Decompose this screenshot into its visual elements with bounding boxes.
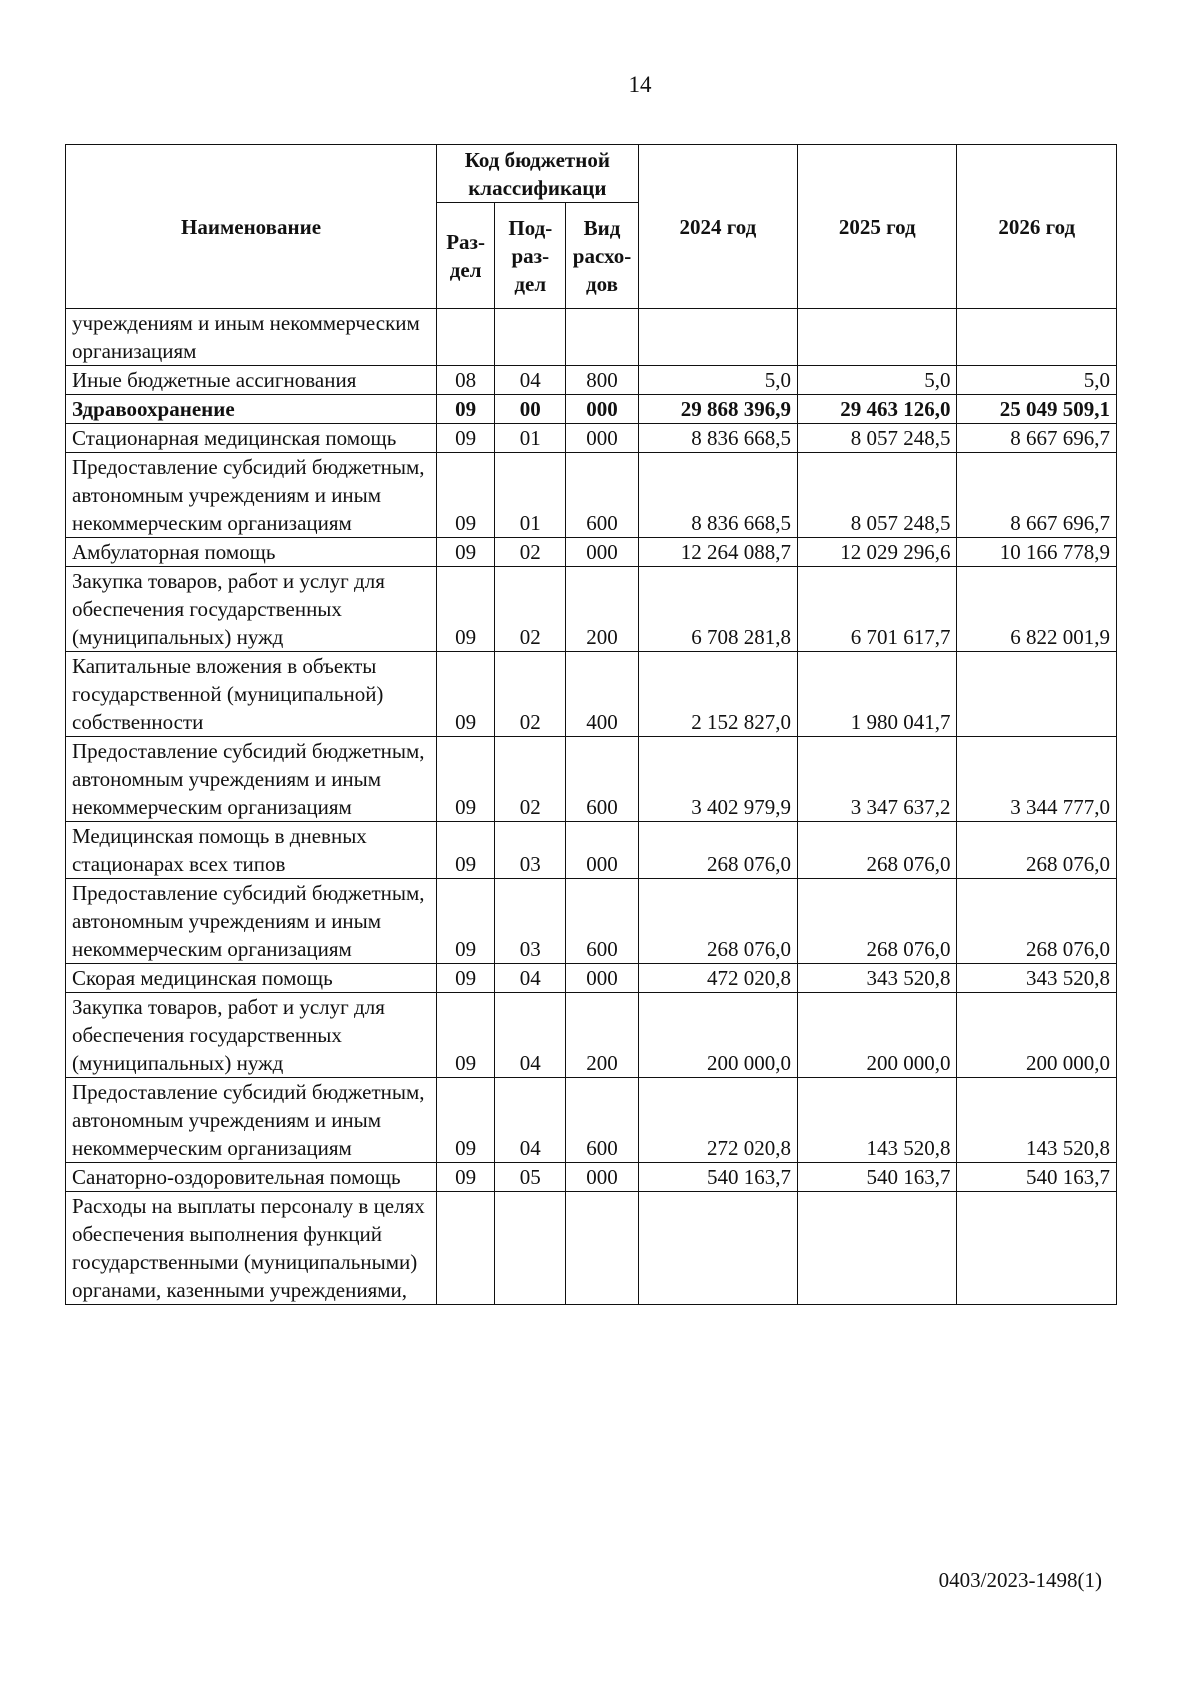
cell-razdel: 09 [437,1163,495,1192]
cell-2025: 343 520,8 [798,964,957,993]
cell-name: Предоставление субсидий бюджетным, автономным учреждениям и иным некоммерческим организациям [66,453,437,538]
cell-2025: 3 347 637,2 [798,737,957,822]
cell-podrazdel: 02 [495,567,566,652]
cell-2024: 472 020,8 [638,964,797,993]
table-row [66,1078,1117,1163]
cell-2025: 143 520,8 [798,1078,957,1163]
cell-name: Санаторно-оздоровительная помощь [66,1163,437,1192]
cell-podrazdel: 01 [495,453,566,538]
header-vid-rashodov: Вид расхо-дов [566,203,638,309]
cell-razdel: 08 [437,366,495,395]
cell-vid-rashodov: 000 [566,424,638,453]
cell-vid-rashodov: 200 [566,567,638,652]
table-body [66,309,1117,1305]
cell-2024: 272 020,8 [638,1078,797,1163]
cell-vid-rashodov: 600 [566,1078,638,1163]
table-row [66,822,1117,879]
cell-vid-rashodov: 000 [566,1163,638,1192]
table-row [66,366,1117,395]
cell-vid-rashodov [566,1192,638,1305]
cell-2024: 2 152 827,0 [638,652,797,737]
cell-vid-rashodov: 000 [566,964,638,993]
cell-podrazdel: 01 [495,424,566,453]
cell-2024: 6 708 281,8 [638,567,797,652]
cell-podrazdel: 00 [495,395,566,424]
cell-razdel [437,309,495,366]
header-2024: 2024 год [638,145,797,309]
table-row [66,395,1117,424]
cell-vid-rashodov: 400 [566,652,638,737]
cell-name: Иные бюджетные ассигнования [66,366,437,395]
cell-2025: 29 463 126,0 [798,395,957,424]
cell-name: Стационарная медицинская помощь [66,424,437,453]
cell-name: Закупка товаров, работ и услуг для обеспечения государственных (муниципальных) нужд [66,567,437,652]
cell-2026: 540 163,7 [957,1163,1117,1192]
cell-name: Расходы на выплаты персоналу в целях обеспечения выполнения функций государственными (муниципальными) органами, казенными учреждениями, [66,1192,437,1305]
table-row [66,964,1117,993]
cell-2024: 8 836 668,5 [638,424,797,453]
document-id: 0403/2023-1498(1) [938,1568,1102,1592]
cell-razdel: 09 [437,395,495,424]
cell-2026: 10 166 778,9 [957,538,1117,567]
page-number: 14 [628,72,652,97]
cell-2025: 540 163,7 [798,1163,957,1192]
cell-razdel: 09 [437,567,495,652]
cell-razdel: 09 [437,879,495,964]
cell-2025: 12 029 296,6 [798,538,957,567]
cell-name: Амбулаторная помощь [66,538,437,567]
cell-vid-rashodov: 000 [566,822,638,879]
cell-razdel: 09 [437,737,495,822]
cell-2026: 268 076,0 [957,879,1117,964]
cell-razdel: 09 [437,822,495,879]
cell-razdel: 09 [437,424,495,453]
cell-2026: 3 344 777,0 [957,737,1117,822]
cell-2026: 6 822 001,9 [957,567,1117,652]
cell-vid-rashodov: 200 [566,993,638,1078]
cell-2026: 8 667 696,7 [957,424,1117,453]
cell-name: Предоставление субсидий бюджетным, автономным учреждениям и иным некоммерческим организациям [66,1078,437,1163]
cell-2026: 25 049 509,1 [957,395,1117,424]
cell-podrazdel: 04 [495,964,566,993]
cell-vid-rashodov: 000 [566,538,638,567]
cell-name: Медицинская помощь в дневных стационарах всех типов [66,822,437,879]
cell-2024: 200 000,0 [638,993,797,1078]
cell-2025: 5,0 [798,366,957,395]
table-row [66,1163,1117,1192]
cell-name: учреждениям и иным некоммерческим организациям [66,309,437,366]
cell-vid-rashodov: 000 [566,395,638,424]
cell-2026 [957,652,1117,737]
cell-2026: 268 076,0 [957,822,1117,879]
table-row [66,1192,1117,1305]
cell-2025 [798,309,957,366]
cell-name: Капитальные вложения в объекты государственной (муниципальной) собственности [66,652,437,737]
cell-podrazdel: 04 [495,366,566,395]
cell-podrazdel [495,309,566,366]
cell-name: Предоставление субсидий бюджетным, автономным учреждениям и иным некоммерческим организациям [66,879,437,964]
cell-razdel: 09 [437,453,495,538]
cell-2025: 268 076,0 [798,879,957,964]
cell-podrazdel: 02 [495,737,566,822]
cell-podrazdel [495,1192,566,1305]
cell-razdel: 09 [437,993,495,1078]
table-row [66,652,1117,737]
cell-2026: 5,0 [957,366,1117,395]
cell-vid-rashodov: 600 [566,879,638,964]
table-row [66,309,1117,366]
table-row [66,993,1117,1078]
table-row [66,538,1117,567]
cell-podrazdel: 02 [495,652,566,737]
cell-2024: 29 868 396,9 [638,395,797,424]
cell-podrazdel: 02 [495,538,566,567]
cell-2024: 268 076,0 [638,822,797,879]
cell-podrazdel: 04 [495,1078,566,1163]
cell-2024: 5,0 [638,366,797,395]
table-row [66,424,1117,453]
cell-vid-rashodov: 600 [566,453,638,538]
cell-2024: 12 264 088,7 [638,538,797,567]
cell-2026 [957,1192,1117,1305]
cell-2025: 1 980 041,7 [798,652,957,737]
budget-table [65,144,1117,1305]
cell-name: Скорая медицинская помощь [66,964,437,993]
cell-2024: 8 836 668,5 [638,453,797,538]
cell-2026: 200 000,0 [957,993,1117,1078]
cell-2025: 200 000,0 [798,993,957,1078]
cell-razdel [437,1192,495,1305]
cell-2025: 8 057 248,5 [798,424,957,453]
cell-2025 [798,1192,957,1305]
cell-podrazdel: 05 [495,1163,566,1192]
header-razdel: Раз-дел [437,203,495,309]
cell-2025: 8 057 248,5 [798,453,957,538]
cell-name: Предоставление субсидий бюджетным, автономным учреждениям и иным некоммерческим организациям [66,737,437,822]
table-row [66,879,1117,964]
cell-podrazdel: 03 [495,879,566,964]
table-row [66,453,1117,538]
cell-2026: 143 520,8 [957,1078,1117,1163]
cell-2024: 268 076,0 [638,879,797,964]
cell-podrazdel: 03 [495,822,566,879]
cell-2024 [638,1192,797,1305]
cell-vid-rashodov [566,309,638,366]
table-row [66,567,1117,652]
header-2025: 2025 год [798,145,957,309]
cell-razdel: 09 [437,538,495,567]
cell-2024 [638,309,797,366]
cell-2026 [957,309,1117,366]
cell-2026: 8 667 696,7 [957,453,1117,538]
cell-razdel: 09 [437,964,495,993]
cell-razdel: 09 [437,652,495,737]
cell-2024: 540 163,7 [638,1163,797,1192]
cell-name: Здравоохранение [66,395,437,424]
table-row [66,737,1117,822]
header-2026: 2026 год [957,145,1117,309]
cell-vid-rashodov: 600 [566,737,638,822]
cell-2024: 3 402 979,9 [638,737,797,822]
cell-vid-rashodov: 800 [566,366,638,395]
cell-podrazdel: 04 [495,993,566,1078]
cell-2026: 343 520,8 [957,964,1117,993]
cell-2025: 6 701 617,7 [798,567,957,652]
header-podrazdel: Под-раз-дел [495,203,566,309]
header-name: Наименование [66,145,437,309]
cell-2025: 268 076,0 [798,822,957,879]
header-code-group: Код бюджетной классификаци [437,145,639,203]
cell-name: Закупка товаров, работ и услуг для обеспечения государственных (муниципальных) нужд [66,993,437,1078]
cell-razdel: 09 [437,1078,495,1163]
